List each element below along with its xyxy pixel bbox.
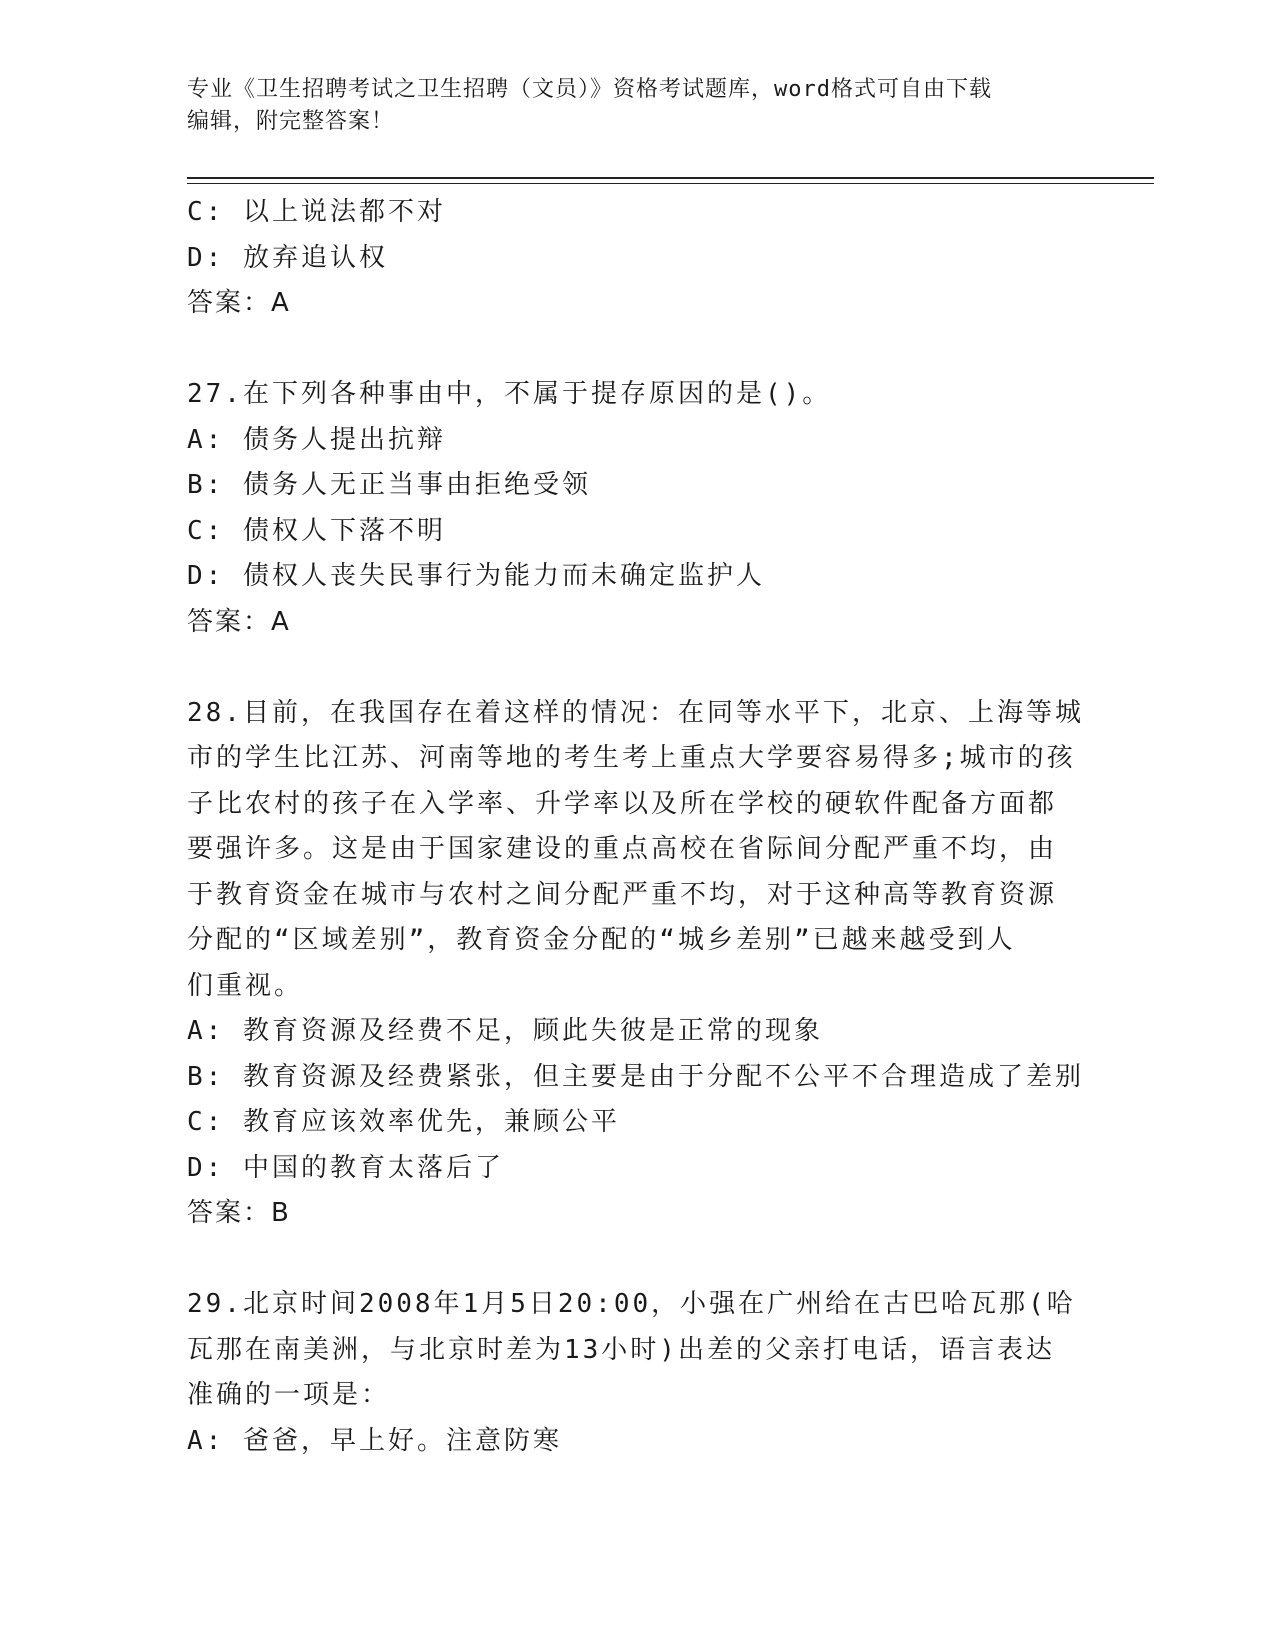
page-header bbox=[187, 74, 1087, 138]
q29-stem-line: 29.北京时间2008年1月5日20:00，小强在广州给在古巴哈瓦那(哈 bbox=[187, 1289, 1076, 1319]
q29-stem-line: 瓦那在南美洲，与北京时差为13小时)出差的父亲打电话，语言表达 bbox=[187, 1334, 1055, 1365]
q27-option-a: A: 债务人提出抗辩 bbox=[187, 424, 446, 455]
q27-option-b: B: 债务人无正当事由拒绝受领 bbox=[187, 470, 591, 500]
q28-stem-line: 分配的“区域差别”，教育资金分配的“城乡差别”已越来越受到人 bbox=[187, 925, 1016, 955]
header-rule-thick bbox=[187, 177, 1154, 179]
q26-option-c: C: 以上说法都不对 bbox=[187, 197, 446, 227]
q27-stem: 27.在下列各种事由中，不属于提存原因的是()。 bbox=[187, 379, 832, 409]
q27-option-c: C: 债权人下落不明 bbox=[187, 515, 446, 546]
q26-answer: 答案：A bbox=[187, 288, 291, 318]
q28-option-c: C: 教育应该效率优先，兼顾公平 bbox=[187, 1107, 620, 1137]
q28-option-a: A: 教育资源及经费不足，顾此失彼是正常的现象 bbox=[187, 1016, 823, 1046]
header-line-1: 专业《卫生招聘考试之卫生招聘（文员）》资格考试题库，word格式可自由下载 bbox=[187, 77, 992, 102]
q28-stem-line: 要强许多。这是由于国家建设的重点高校在省际间分配严重不均，由 bbox=[187, 834, 1058, 864]
spacer bbox=[187, 327, 1087, 373]
q28-stem-line: 市的学生比江苏、河南等地的考生考上重点大学要容易得多;城市的孩 bbox=[187, 743, 1076, 773]
q29-stem-line: 准确的一项是： bbox=[187, 1380, 391, 1410]
q28-option-d: D: 中国的教育太落后了 bbox=[187, 1152, 504, 1183]
spacer bbox=[187, 645, 1087, 691]
q28-stem-line: 子比农村的孩子在入学率、升学率以及所在学校的硬软件配备方面都 bbox=[187, 788, 1058, 819]
header-line-2: 编辑，附完整答案！ bbox=[187, 109, 395, 134]
spacer bbox=[187, 1237, 1087, 1283]
q27-answer: 答案：A bbox=[187, 606, 291, 637]
q26-option-d: D: 放弃追认权 bbox=[187, 242, 388, 273]
q28-answer: 答案：B bbox=[187, 1198, 291, 1228]
q28-stem-line: 们重视。 bbox=[187, 970, 304, 1001]
q28-stem-line: 于教育资金在城市与农村之间分配严重不均，对于这种高等教育资源 bbox=[187, 879, 1058, 910]
question-body bbox=[187, 190, 1087, 1464]
q27-option-d: D: 债权人丧失民事行为能力而未确定监护人 bbox=[187, 561, 765, 591]
q29-option-a: A: 爸爸，早上好。注意防寒 bbox=[187, 1425, 562, 1456]
q28-stem-line: 28.目前，在我国存在着这样的情况：在同等水平下，北京、上海等城 bbox=[187, 697, 1084, 728]
header-rule-thin bbox=[187, 183, 1154, 184]
q28-option-b: B: 教育资源及经费紧张，但主要是由于分配不公平不合理造成了差别 bbox=[187, 1061, 1084, 1092]
